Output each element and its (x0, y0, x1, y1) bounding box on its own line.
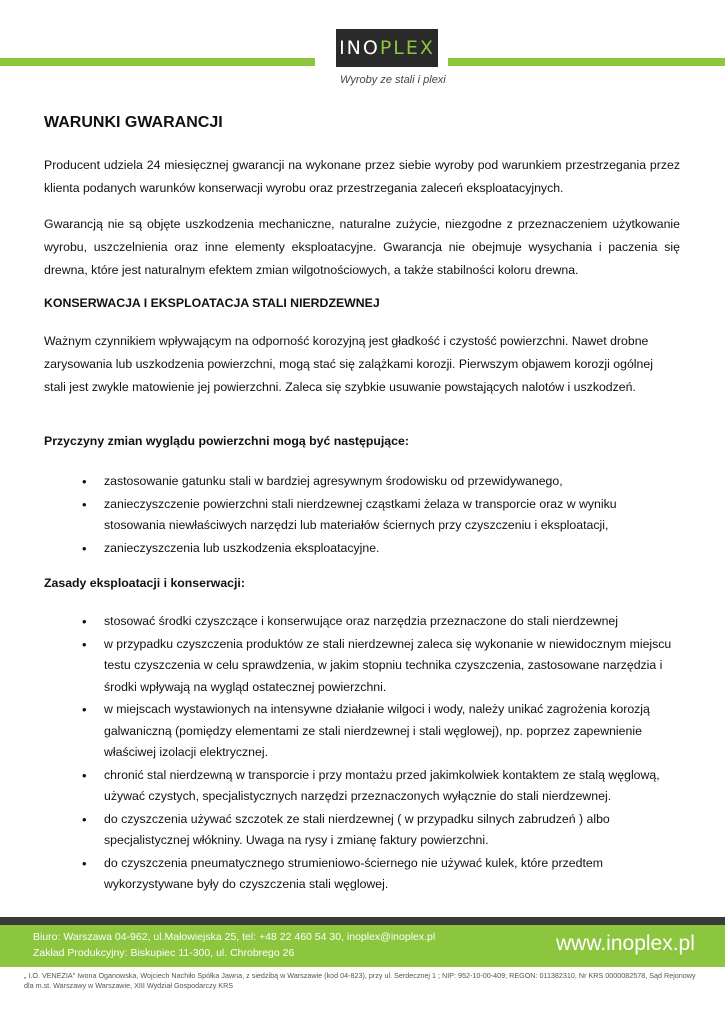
exclusions-paragraph: Gwarancją nie są objęte uszkodzenia mechaniczne, naturalne zużycie, niezgodne z przeznaczeniem użytkowanie wyrobu, uszczelnienia oraz inne elementy eksploatacyjne. Gwarancja nie obejmuje wysychania i paczenia się drewna, które jest naturalnym efektem zmian wilgotnościowych, a także stabilności koloru drewna. (44, 217, 680, 277)
footer-legal-note: „ I.O. VENEZIA" Iwona Oganowska, Wojciech Nachiło Spółka Jawna, z siedzibą w Warszawie (kod 04-823), przy ul. Serdecznej 1 ; NIP: 952-10-00-409; REGON: 011382310, Nr KRS 0000082578, Sąd Rejonowy dla m.st. Warszawy w Warszawie, XIII Wydział Gospodarczy KRS (24, 971, 696, 990)
company-logo (336, 29, 438, 67)
rules-list (44, 611, 680, 896)
list-item: • stosować środki czyszczące i konserwujące oraz narzędzia przeznaczone do stali nierdzewnej (44, 611, 680, 633)
header-bar-left (0, 58, 315, 66)
corrosion-paragraph: Ważnym czynnikiem wpływającym na odporność korozyjną jest gładkość i czystość powierzchni. Nawet drobne zarysowania lub uszkodzenia powierzchni, mogą stać się zalążkami korozji. Pierwszym objawem korozji ogólnej stali jest zwykle matowienie jej powierzchni. Zaleca się szybkie usuwanie powstających nalotów i uszkodzeń. (44, 334, 653, 394)
footer-bar-dark (0, 917, 725, 925)
section-heading-maintenance: KONSERWACJA I EKSPLOATACJA STALI NIERDZEWNEJ (44, 296, 380, 310)
list-item: • w miejscach wystawionych na intensywne działanie wilgoci i wody, należy unikać zagrożenia korozją galwaniczną (pomiędzy elementami ze stali nierdzewnej i stali węglowej), np. poprzez zapewnienie właściwej izolacji elektrycznej. (44, 699, 680, 764)
list-item: • zanieczyszczenia lub uszkodzenia eksploatacyjne. (44, 538, 680, 560)
warranty-paragraph: Producent udziela 24 miesięcznej gwarancji na wykonane przez siebie wyroby pod warunkiem przestrzegania przez klienta podanych warunków konserwacji wyrobu oraz przestrzegania zaleceń eksploatacyjnych. (44, 158, 680, 195)
list-item: • zanieczyszczenie powierzchni stali nierdzewnej cząstkami żelaza w transporcie oraz w wyniku stosowania niewłaściwych narzędzi lub materiałów ściernych przy czyszczeniu i eksploatacji, (44, 494, 680, 537)
section-heading-causes: Przyczyny zmian wyglądu powierzchni mogą być następujące: (44, 434, 409, 448)
list-item: • do czyszczenia pneumatycznego strumieniowo-ściernego nie używać kulek, które przedtem wykorzystywane były do czyszczenia stali węglowej. (44, 853, 680, 896)
logo-text-plex: PLEX (379, 37, 435, 59)
section-heading-rules: Zasady eksploatacji i konserwacji: (44, 576, 245, 590)
footer-office-address: Biuro: Warszawa 04-962, ul.Małowiejska 25, tel: +48 22 460 54 30, inoplex@inoplex.pl (33, 931, 436, 943)
footer-website[interactable]: www.inoplex.pl (556, 932, 695, 955)
header-bar-right (448, 58, 725, 66)
list-item: • w przypadku czyszczenia produktów ze stali nierdzewnej zaleca się wykonanie w niewidocznym miejscu testu czyszczenia w celu sprawdzenia, w jakim stopniu technika czyszczenia, zastosowane narzędzia i środki wpływają na wygląd ostatecznej powierzchni. (44, 634, 680, 699)
page-title: WARUNKI GWARANCJI (44, 114, 223, 131)
logo-text-ino: INO (339, 37, 380, 59)
list-item: • zastosowanie gatunku stali w bardziej agresywnym środowisku od przewidywanego, (44, 471, 680, 493)
logo-tagline: Wyroby ze stali i plexi (340, 74, 446, 86)
list-item: • do czyszczenia używać szczotek ze stali nierdzewnej ( w przypadku silnych zabrudzeń ) albo specjalistycznej włókniny. Uwaga na rysy i zmianę faktury powierzchni. (44, 809, 680, 852)
list-item: • chronić stal nierdzewną w transporcie i przy montażu przed jakimkolwiek kontaktem ze stalą węglową, używać czystych, specjalistycznych narzędzi przeznaczonych wyłącznie do stali nierdzewnej. (44, 765, 680, 808)
footer-plant-address: Zakład Produkcyjny: Biskupiec 11-300, ul. Chrobrego 26 (33, 947, 295, 959)
causes-list (44, 471, 680, 559)
